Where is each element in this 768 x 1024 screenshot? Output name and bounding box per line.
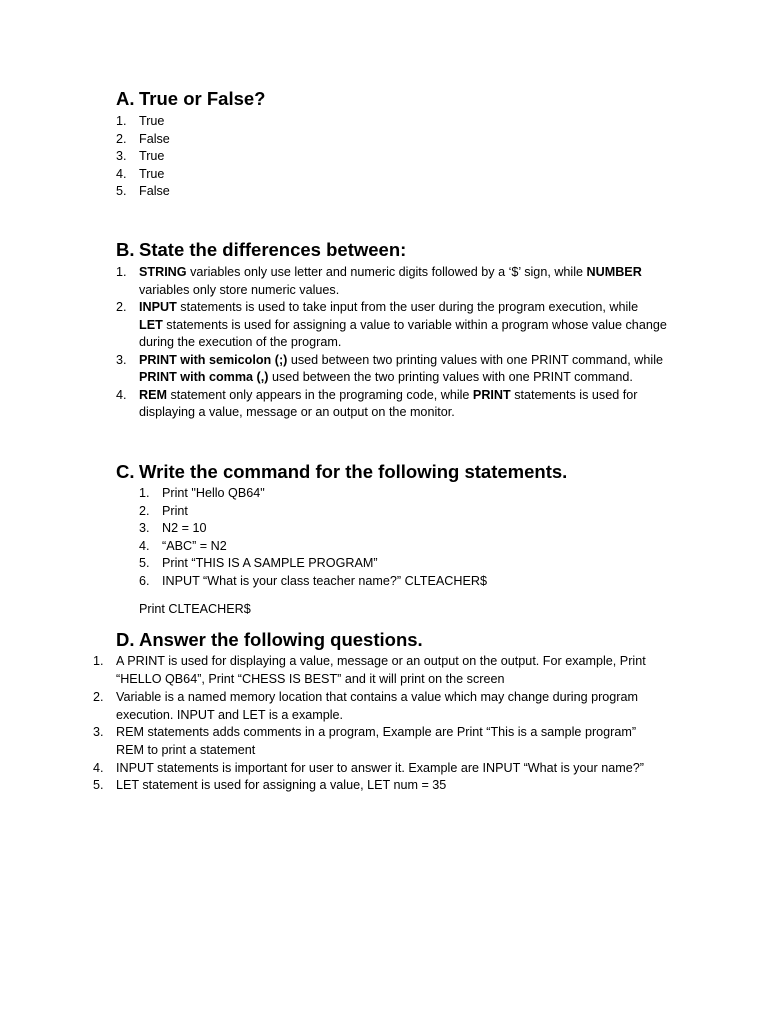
text-line: INPUT statements is important for user to answer it. Example are INPUT “What is your name?” [116, 760, 644, 775]
item-text [116, 724, 636, 759]
section-d-heading [116, 629, 423, 651]
item-number: 6. [139, 573, 150, 588]
text-line: LET statement is used for assigning a value, LET num = 35 [116, 778, 447, 792]
item-text: False [139, 131, 170, 146]
term-print: PRINT [472, 387, 511, 402]
term-input: INPUT [139, 300, 177, 314]
text-line: “HELLO QB64”, Print “CHESS IS BEST” and it will print on the screen [116, 671, 505, 686]
item-text [116, 653, 646, 688]
item-text: Print “THIS IS A SAMPLE PROGRAM” [162, 556, 378, 570]
item-text [139, 352, 663, 387]
code-line: Print CLTEACHER$ [139, 601, 251, 616]
section-a-letter: A. [116, 88, 135, 109]
item-number: 4. [139, 538, 150, 553]
term-number: NUMBER [586, 265, 642, 279]
item-text [116, 689, 638, 724]
item-number: 2. [116, 131, 127, 146]
item-number: 3. [116, 352, 127, 367]
section-b-letter: B. [116, 239, 135, 260]
item-number: 2. [116, 300, 127, 314]
item-text [116, 760, 644, 778]
text-line: A PRINT is used for displaying a value, message or an output on the output. For example, Print [116, 654, 646, 668]
text-run: during the execution of the program. [139, 335, 342, 349]
item-text [139, 264, 642, 299]
section-c-letter: C. [116, 461, 135, 482]
section-b-title: State the differences between: [139, 239, 407, 260]
item-text [139, 387, 637, 422]
text-run: used between the two printing values with one PRINT command. [268, 370, 633, 384]
item-number: 5. [93, 778, 104, 792]
text-run: statements is used for [510, 387, 638, 402]
item-number: 5. [116, 184, 127, 198]
text-run: statement only appears in the programing code, while [167, 387, 473, 402]
text-run: used between two printing values with one PRINT command, while [287, 352, 664, 367]
item-number: 2. [139, 503, 150, 518]
section-d-letter: D. [116, 629, 135, 650]
item-text: False [139, 184, 170, 198]
item-number: 1. [116, 265, 127, 279]
item-number: 4. [116, 166, 127, 181]
item-number: 5. [139, 556, 150, 570]
section-b-heading [116, 239, 406, 261]
text-line: execution. INPUT and LET is a example. [116, 707, 344, 722]
term-string: STRING [139, 265, 187, 279]
item-number: 4. [116, 387, 127, 402]
text-run: statements is used for assigning a value to variable within a program whose value change [162, 317, 667, 332]
text-line: REM to print a statement [116, 742, 256, 757]
item-number: 1. [93, 654, 104, 668]
item-text: Print [162, 503, 188, 518]
section-d-title: Answer the following questions. [139, 629, 423, 650]
item-text: Print "Hello QB64" [162, 486, 265, 500]
item-text: N2 = 10 [162, 521, 207, 535]
text-line: REM statements adds comments in a program, Example are Print “This is a sample program” [116, 725, 637, 739]
section-c-title: Write the command for the following statements. [139, 461, 568, 482]
section-a-heading [116, 88, 265, 110]
item-text: True [139, 166, 165, 181]
item-number: 3. [93, 725, 104, 739]
item-text [116, 777, 446, 795]
section-a-title: True or False? [139, 88, 266, 109]
term-print-comma: PRINT with comma (,) [139, 370, 269, 384]
item-text: True [139, 149, 165, 163]
item-number: 3. [116, 149, 127, 163]
text-run: displaying a value, message or an output on the monitor. [139, 405, 455, 419]
item-number: 1. [116, 114, 127, 128]
term-let: LET [139, 317, 163, 332]
item-text: True [139, 114, 165, 128]
item-text: “ABC” = N2 [162, 538, 227, 553]
section-c-heading [116, 461, 567, 483]
item-number: 4. [93, 760, 104, 775]
item-text: INPUT “What is your class teacher name?” CLTEACHER$ [162, 573, 487, 588]
text-line: Variable is a named memory location that contains a value which may change during program [116, 690, 638, 704]
text-run: variables only use letter and numeric digits followed by a ‘$’ sign, while [186, 265, 587, 279]
term-rem: REM [139, 387, 167, 402]
text-run: statements is used to take input from the user during the program execution, while [176, 300, 639, 314]
item-number: 2. [93, 690, 104, 704]
item-number: 1. [139, 486, 150, 500]
item-text [139, 299, 667, 352]
item-number: 3. [139, 521, 150, 535]
term-print-semicolon: PRINT with semicolon (;) [139, 352, 288, 367]
text-run: variables only store numeric values. [139, 282, 340, 297]
